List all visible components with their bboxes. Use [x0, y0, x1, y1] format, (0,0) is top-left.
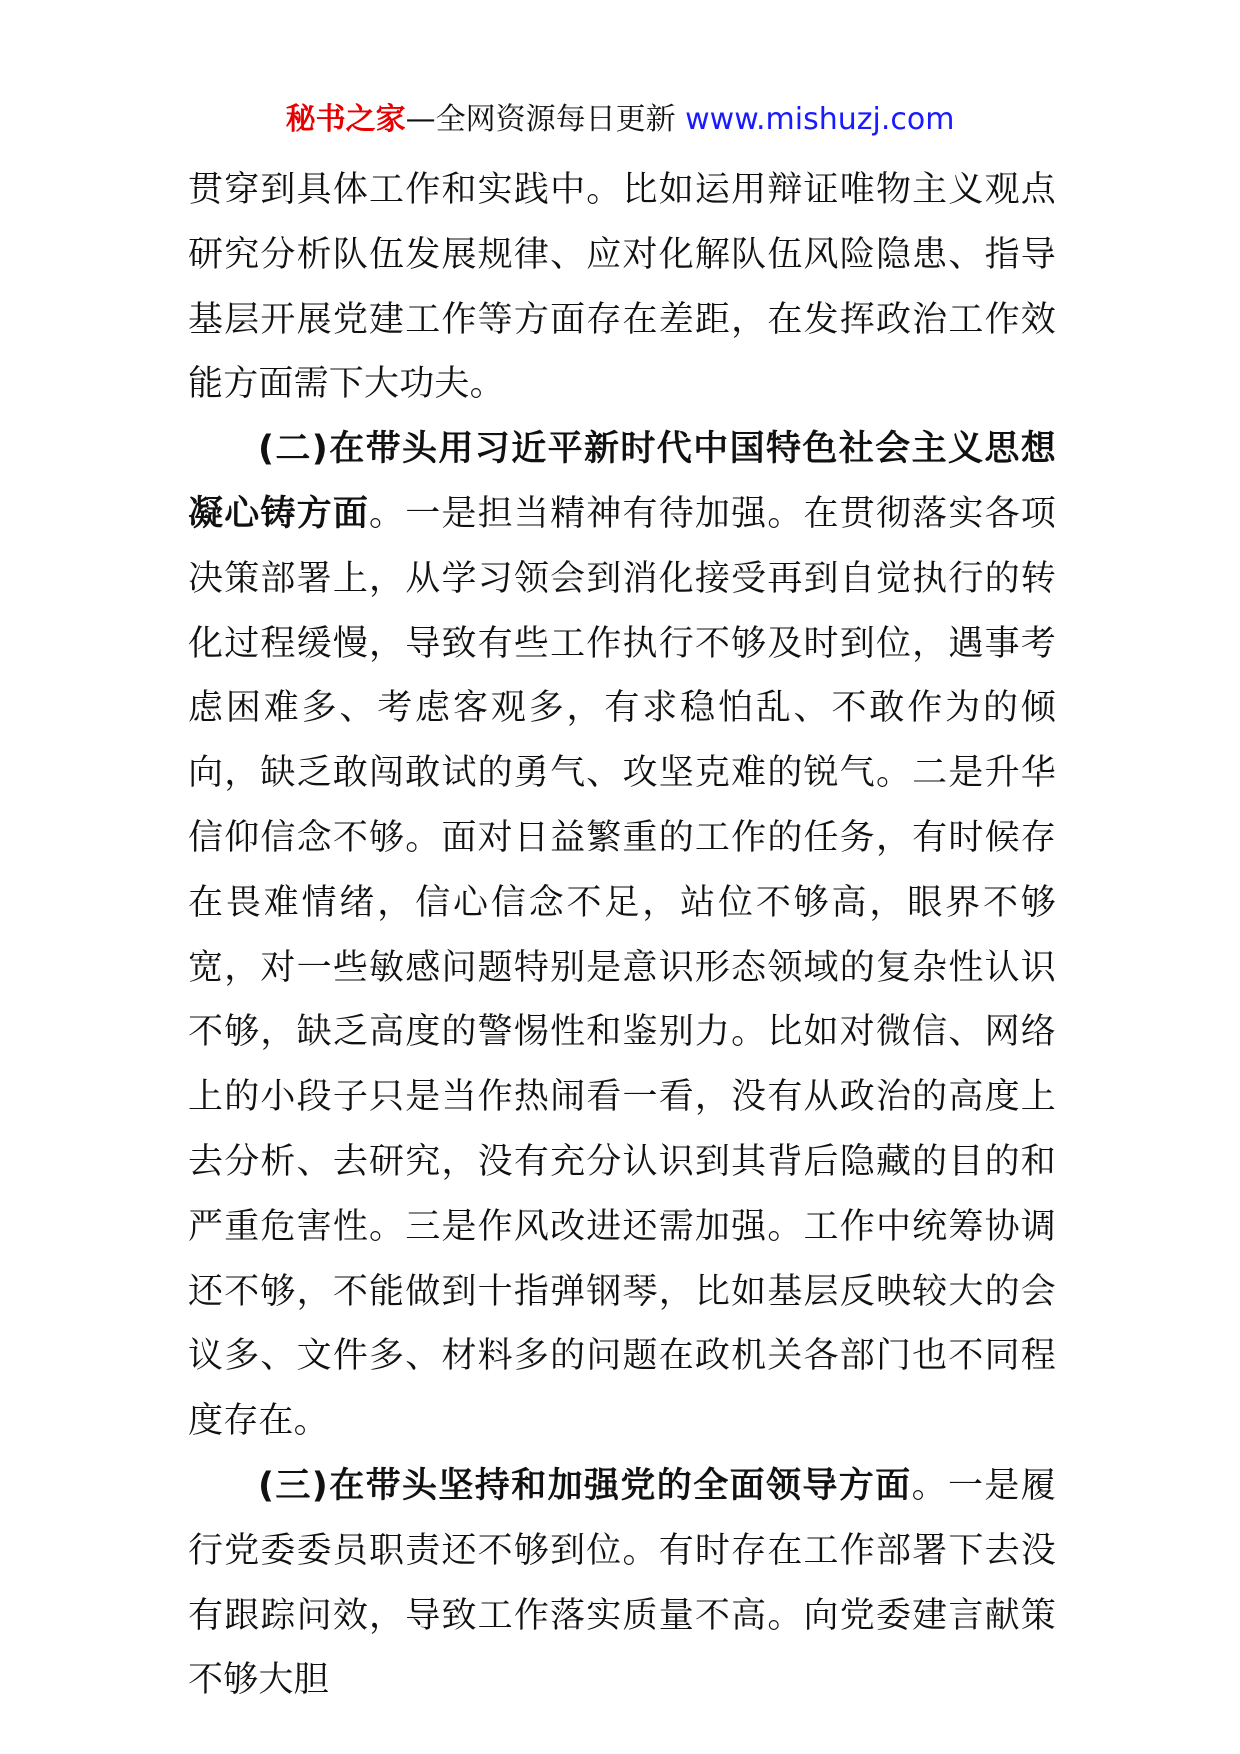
document-body [188, 158, 1056, 1713]
site-tagline: —全网资源每日更新 [405, 102, 676, 137]
paragraph-section-2 [188, 417, 1056, 1454]
paragraph-section-3 [188, 1454, 1056, 1713]
section-2-heading: (二)在带头用习近平新时代中国特色社会主义思想凝心铸方面 [188, 429, 1056, 534]
section-3-text: 。一是履行党委委员职责还不够到位。有时存在工作部署下去没有跟踪问效，导致工作落实质量不高。向党委建言献策不够大胆 [188, 1465, 1056, 1701]
site-brand: 秘书之家 [285, 102, 406, 137]
paragraph-text: 贯穿到具体工作和实践中。比如运用辩证唯物主义观点研究分析队伍发展规律、应对化解队伍风险隐患、指导基层开展党建工作等方面存在差距，在发挥政治工作效能方面需下大功夫。 [188, 170, 1056, 405]
page-header [0, 100, 1240, 140]
site-url-link[interactable]: www.mishuzj.com [685, 102, 955, 137]
section-2-text: 。一是担当精神有待加强。在贯彻落实各项决策部署上，从学习领会到消化接受再到自觉执行的转化过程缓慢，导致有些工作执行不够及时到位，遇事考虑困难多、考虑客观多，有求稳怕乱、不敢作为的倾向，缺乏敢闯敢试的勇气、攻坚克难的锐气。二是升华信仰信念不够。面对日益繁重的工作的任务，有时候存在畏难情绪，信心信念不足，站位不够高，眼界不够宽，对一些敏感问题特别是意识形态领域的复杂性认识不够，缺乏高度的警惕性和鉴别力。比如对微信、网络上的小段子只是当作热闹看一看，没有从政治的高度上去分析、去研究，没有充分认识到其背后隐藏的目的和严重危害性。三是作风改进还需加强。工作中统筹协调还不够，不能做到十指弹钢琴，比如基层反映较大的会议多、文件多、材料多的问题在政机关各部门也不同程度存在。 [188, 493, 1056, 1442]
section-3-heading: (三)在带头坚持和加强党的全面领导方面 [258, 1465, 912, 1506]
paragraph-continuation [188, 158, 1056, 417]
